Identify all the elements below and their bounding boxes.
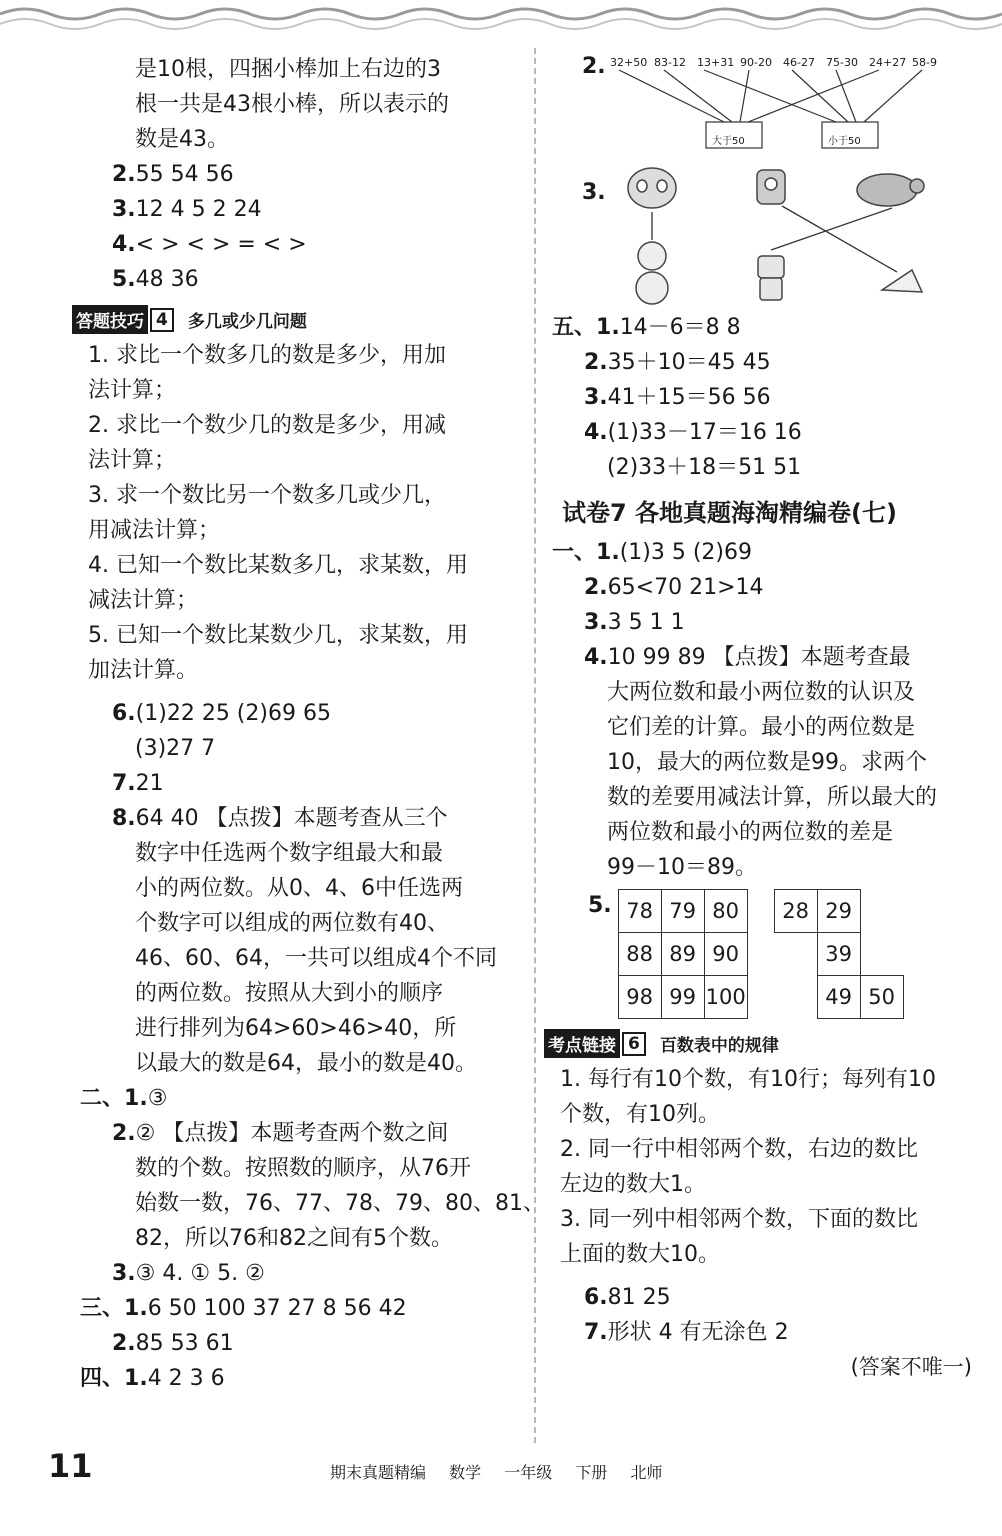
- answer-item: 5.48 36: [112, 267, 199, 292]
- tip-line: 上面的数大10。: [560, 1242, 720, 1267]
- tip-heading: [72, 305, 520, 334]
- answer-item: 大两位数和最小两位数的认识及: [607, 680, 916, 705]
- expr-label: 32+50: [610, 56, 648, 69]
- answer-item: 7.形状 4 有无涂色 2: [584, 1320, 789, 1345]
- grid-cell: 28: [774, 890, 817, 933]
- tip-line: 1. 求比一个数多几的数是多少，用加: [88, 343, 446, 368]
- continuation-line: 根一共是43根小棒，所以表示的: [135, 92, 449, 117]
- book-title: 期末真题精编: [330, 1463, 427, 1482]
- grid-cell-empty: [774, 933, 817, 976]
- tip-line: 加法计算。: [88, 658, 199, 683]
- tip-line: 左边的数大1。: [560, 1172, 706, 1197]
- tip-title: 多几或少几问题: [187, 312, 307, 332]
- answer-item: 3.③ 4. ① 5. ②: [112, 1261, 265, 1286]
- tip-line: 法计算；: [88, 448, 177, 473]
- expr-label: 46-27: [783, 56, 815, 69]
- answer-item: 四、1.4 2 3 6: [80, 1366, 225, 1391]
- page-number: 11: [48, 1447, 93, 1485]
- top-wave-border: [0, 0, 1002, 40]
- question-number: 3.: [582, 180, 606, 205]
- grid-cell: 79: [661, 890, 704, 933]
- monkey-top-icon: [628, 168, 676, 208]
- footer-book-info: [330, 1460, 680, 1483]
- matching-figure: [552, 52, 982, 160]
- answer-item: 它们差的计算。最小的两位数是: [607, 715, 916, 740]
- grid-cell: 88: [618, 933, 661, 976]
- answer-item: (3)27 7: [135, 736, 216, 761]
- grid-cell-empty: [860, 933, 903, 976]
- box-small-label: 小于50: [828, 136, 861, 147]
- answer-item: 3.41＋15＝56 56: [584, 385, 771, 410]
- grid-cell-empty: [774, 976, 817, 1019]
- grid-cell: 29: [817, 890, 860, 933]
- expr-label: 83-12: [654, 56, 686, 69]
- answer-item: 82，所以76和82之间有5个数。: [135, 1226, 453, 1251]
- volume: 下册: [575, 1463, 608, 1482]
- answer-item: 2.85 53 61: [112, 1331, 234, 1356]
- answer-item: 数的个数。按照数的顺序，从76开: [135, 1156, 471, 1181]
- answer-item: 2.55 54 56: [112, 162, 234, 187]
- right-column: [548, 52, 982, 1384]
- number-grid-2: [774, 889, 904, 1019]
- tip-line: 3. 求一个数比另一个数多几或少几，: [88, 483, 446, 508]
- answer-item: 二、1.③: [80, 1086, 168, 1111]
- box-big-label: 大于50: [712, 136, 745, 147]
- left-column: [76, 52, 545, 1396]
- grid-cell: 80: [704, 890, 747, 933]
- answer-item: 2.35＋10＝45 45: [584, 350, 771, 375]
- tip-line: 法计算；: [88, 378, 177, 403]
- continuation-line: 是10根，四捆小棒加上右边的3: [135, 57, 441, 82]
- tip-tag: 考点链接: [544, 1029, 620, 1058]
- answer-item: 10，最大的两位数是99。求两个: [607, 750, 927, 775]
- tip-line: 1. 每行有10个数，有10行；每列有10: [560, 1067, 936, 1092]
- grade: 一年级: [504, 1463, 553, 1482]
- animal-pictures: [612, 160, 952, 310]
- answer-item: 4.< > < > = < >: [112, 232, 307, 257]
- expr-label: 75-30: [826, 56, 858, 69]
- grid-cell: 99: [661, 976, 704, 1019]
- expr-label: 13+31: [697, 56, 735, 69]
- answer-item: 小的两位数。从0、4、6中任选两: [135, 876, 463, 901]
- answer-item: 3.3 5 1 1: [584, 610, 685, 635]
- edition: 北师: [630, 1463, 663, 1482]
- continuation-line: 数是43。: [135, 127, 229, 152]
- answer-item: 3.12 4 5 2 24: [112, 197, 262, 222]
- answer-item: 个数字可以组成的两位数有40、: [135, 911, 449, 936]
- tip-heading: [544, 1029, 982, 1058]
- grid-cell: 100: [704, 976, 747, 1019]
- robot-top-icon: [757, 170, 785, 204]
- answer-item: 2.65<70 21>14: [584, 575, 764, 600]
- grid-cell: 98: [618, 976, 661, 1019]
- answer-item: 99－10＝89。: [607, 855, 757, 880]
- tip-line: 3. 同一列中相邻两个数，下面的数比: [560, 1207, 918, 1232]
- picture-matching-figure: [552, 160, 982, 310]
- grid-cell: 78: [618, 890, 661, 933]
- grid-cell-empty: [860, 890, 903, 933]
- answer-item: 7.21: [112, 771, 164, 796]
- tip-line: 用减法计算；: [88, 518, 221, 543]
- turtle-top-icon: [857, 174, 924, 206]
- grid-cell: 49: [817, 976, 860, 1019]
- grid-cell: 90: [704, 933, 747, 976]
- question-number: 5.: [588, 893, 612, 918]
- tip-line: 个数，有10列。: [560, 1102, 720, 1127]
- answer-item: 一、1.(1)3 5 (2)69: [552, 540, 752, 565]
- tip-tag: 答题技巧: [72, 305, 148, 334]
- tip-line: 4. 已知一个数比某数多几，求某数，用: [88, 553, 468, 578]
- tip-title: 百数表中的规律: [659, 1036, 779, 1056]
- answer-item: 4.10 99 89 【点拨】本题考查最: [584, 645, 911, 670]
- answer-item: 数的差要用减法计算，所以最大的: [607, 785, 938, 810]
- subject: 数学: [449, 1463, 482, 1482]
- answer-item: 4.(1)33－17＝16 16: [584, 420, 802, 445]
- answer-item: 46、60、64，一共可以组成4个不同: [135, 946, 497, 971]
- answer-item: 始数一数，76、77、78、79、80、81、: [135, 1191, 545, 1216]
- answer-item: 五、1.14－6＝8 8: [552, 315, 741, 340]
- bird-bottom-icon: [882, 270, 922, 292]
- grid-cell: 50: [860, 976, 903, 1019]
- answer-item: 以最大的数是64，最小的数是40。: [135, 1051, 477, 1076]
- column-divider: [534, 48, 536, 1443]
- answer-item: 6.81 25: [584, 1285, 671, 1310]
- answer-item: 6.(1)22 25 (2)69 65: [112, 701, 331, 726]
- expr-label: 24+27: [869, 56, 907, 69]
- grid-cell: 89: [661, 933, 704, 976]
- grid-cell: 39: [817, 933, 860, 976]
- section-title: 试卷7 各地真题海淘精编卷(七): [562, 499, 897, 527]
- number-grid-1: [618, 889, 748, 1019]
- answer-item: 8.64 40 【点拨】本题考查从三个: [112, 806, 448, 831]
- cat-bottom-icon: [758, 256, 784, 300]
- tip-line: 减法计算；: [88, 588, 199, 613]
- expr-label: 90-20: [740, 56, 772, 69]
- tip-number: 4: [150, 308, 174, 332]
- answer-item: 两位数和最小的两位数的差是: [607, 820, 894, 845]
- answer-note: (答案不唯一): [850, 1355, 972, 1379]
- answer-item: 数字中任选两个数字组最大和最: [135, 841, 444, 866]
- answer-item: (2)33＋18＝51 51: [607, 455, 802, 480]
- monkey-bottom-icon: [636, 242, 668, 304]
- tip-line: 2. 同一行中相邻两个数，右边的数比: [560, 1137, 918, 1162]
- answer-item: 三、1.6 50 100 37 27 8 56 42: [80, 1296, 407, 1321]
- tip-line: 5. 已知一个数比某数少几，求某数，用: [88, 623, 468, 648]
- expr-label: 58-9: [912, 56, 937, 69]
- tip-number: 6: [622, 1032, 646, 1056]
- answer-item: 2.② 【点拨】本题考查两个数之间: [112, 1121, 449, 1146]
- tip-line: 2. 求比一个数少几的数是多少，用减: [88, 413, 446, 438]
- answer-item: 的两位数。按照从大到小的顺序: [135, 981, 444, 1006]
- answer-item: 进行排列为64>60>46>40，所: [135, 1016, 457, 1041]
- hundred-grid-answer: [588, 889, 982, 1019]
- question-number: 2.: [582, 54, 606, 79]
